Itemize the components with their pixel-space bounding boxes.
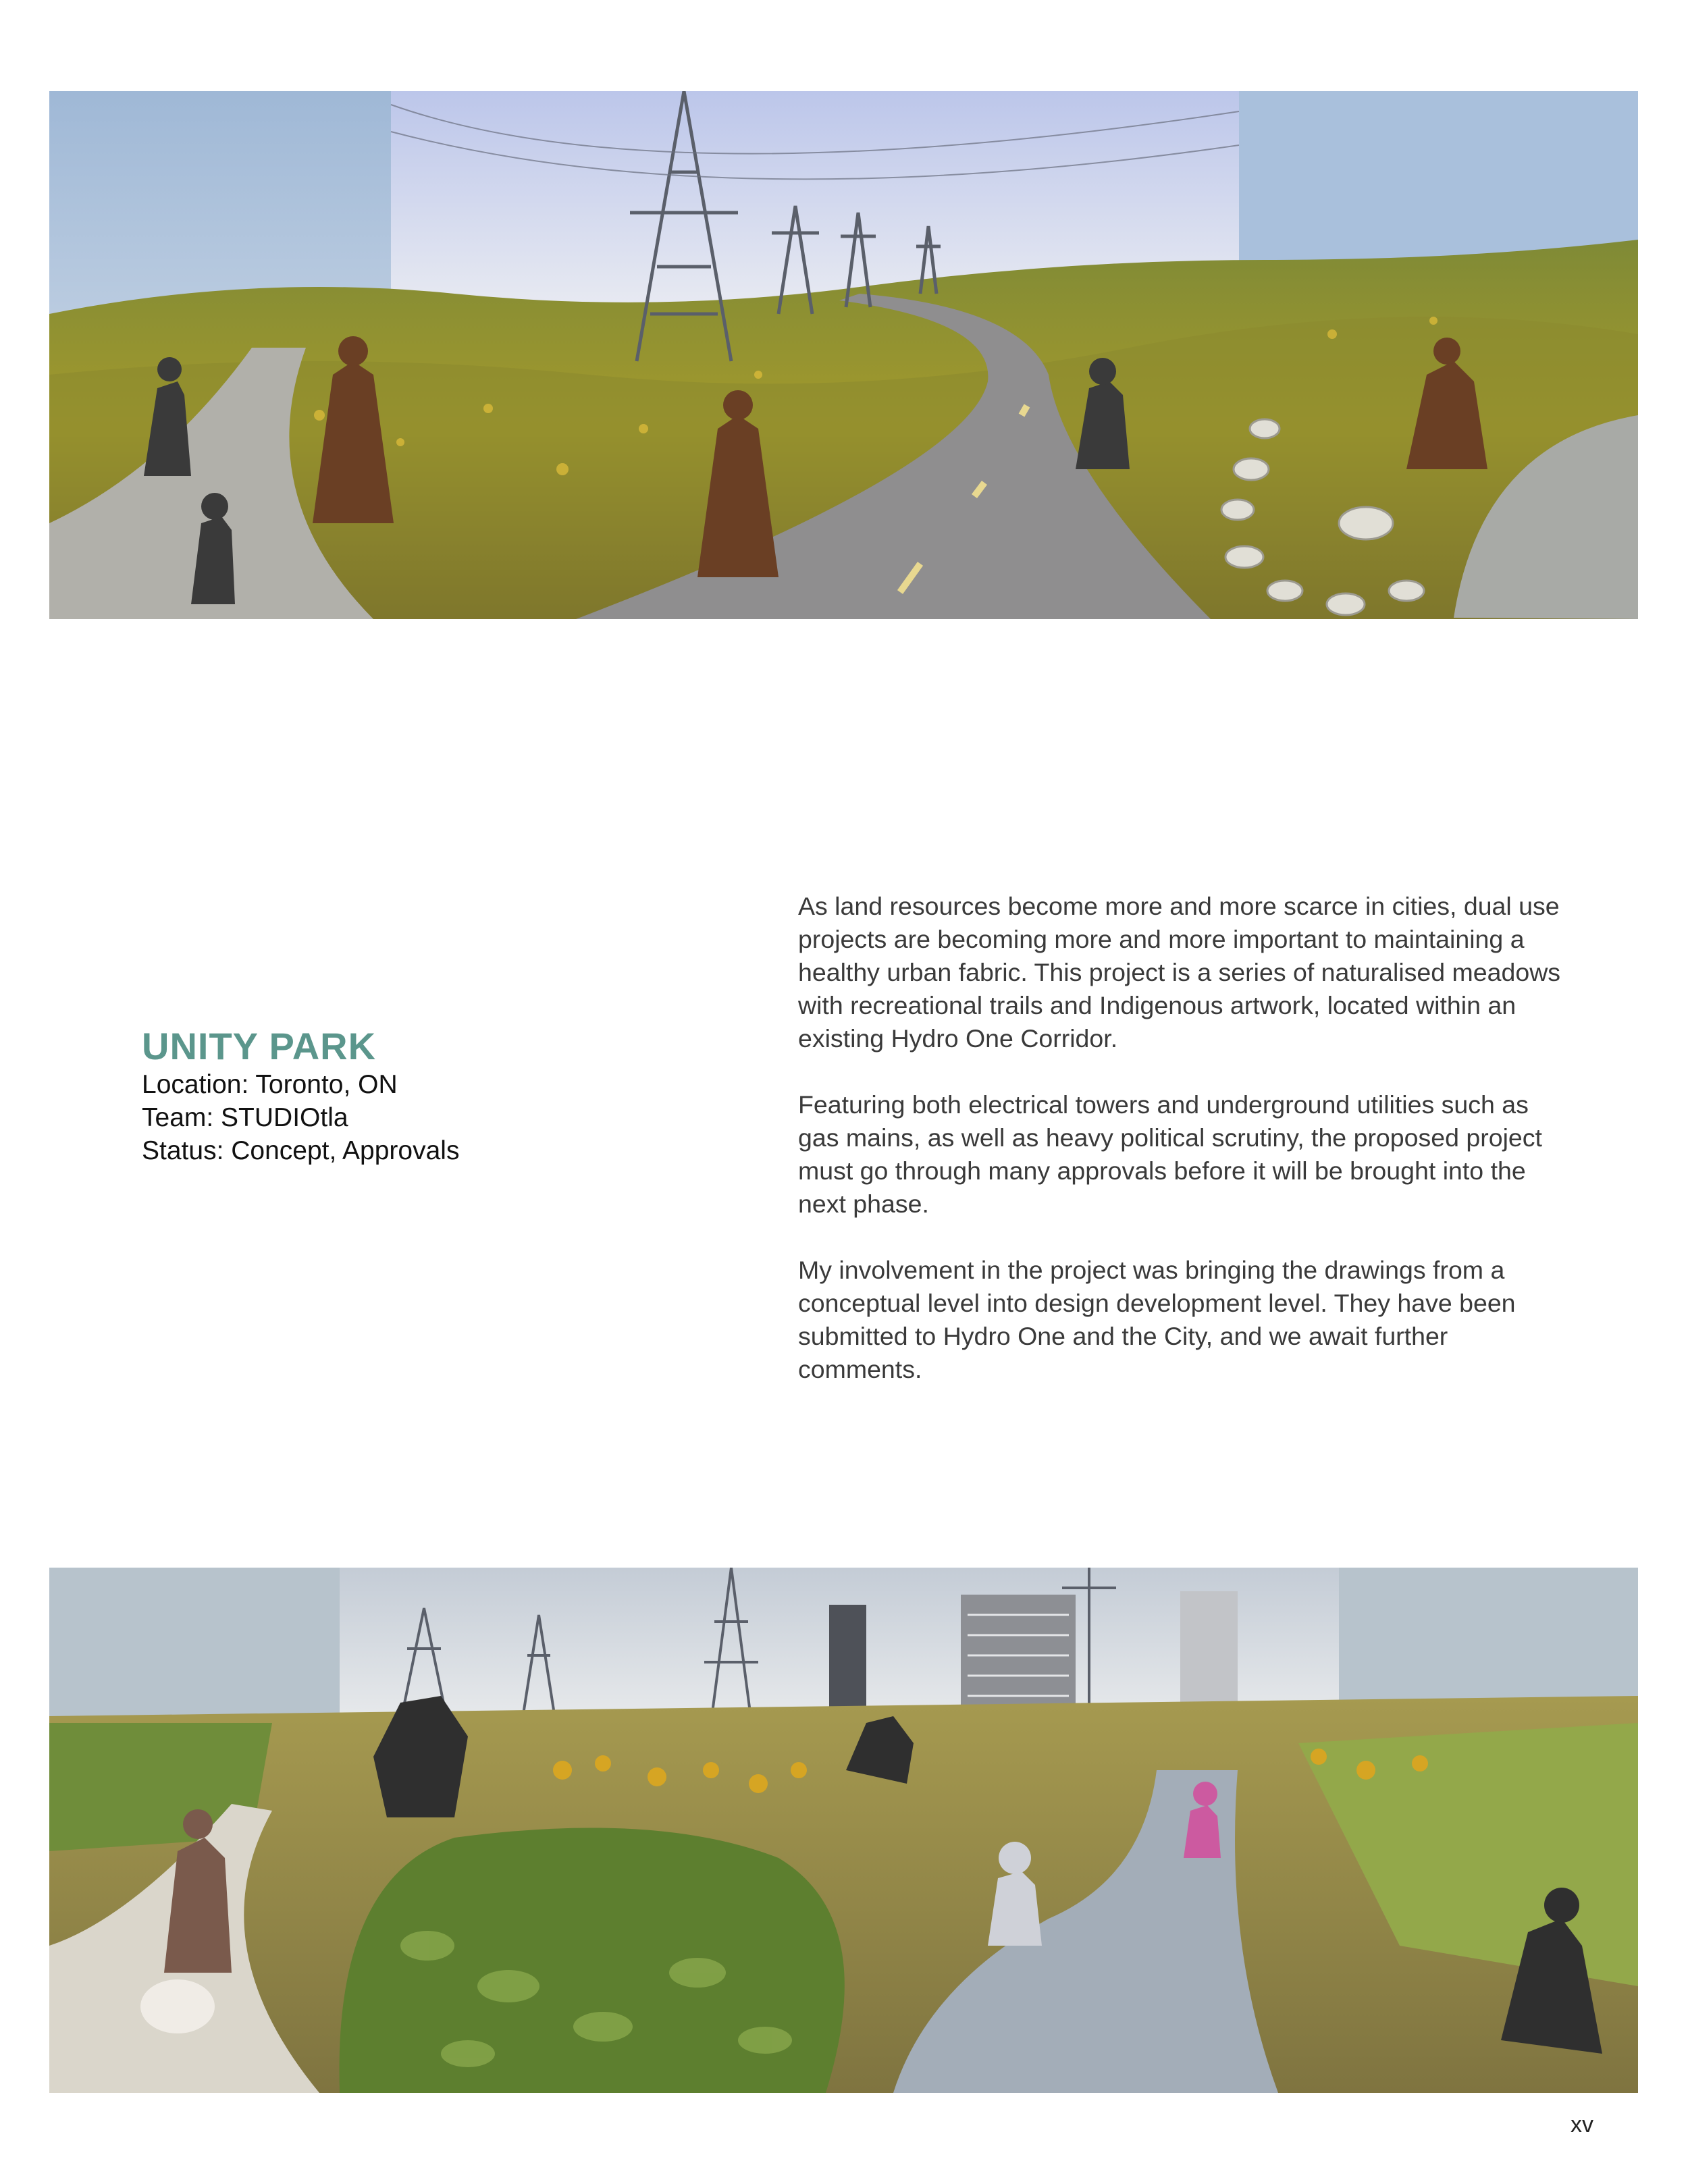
meadow-trail-illustration bbox=[49, 91, 1638, 619]
garden-fields-illustration bbox=[49, 1568, 1638, 2093]
page-number: xv bbox=[1571, 2112, 1593, 2137]
project-title: UNITY PARK bbox=[142, 1025, 377, 1067]
description-paragraph-3: My involvement in the project was bringing the drawings from a conceptual level into design development level. They have been submitted to Hydro One and the City, and we await further comments. bbox=[798, 1256, 1516, 1383]
description-paragraph-2: Featuring both electrical towers and underground utilities such as gas mains, as well as heavy political scrutiny, the proposed project must go through many approvals before it will be brought into the next phase. bbox=[798, 1090, 1542, 1218]
project-description bbox=[798, 890, 1575, 1419]
project-info bbox=[142, 1025, 695, 1167]
bottom-panorama-image bbox=[49, 1568, 1638, 2093]
top-panorama-image bbox=[49, 91, 1638, 619]
project-location: Location: Toronto, ON bbox=[142, 1070, 398, 1099]
project-team: Team: STUDIOtla bbox=[142, 1103, 348, 1132]
project-status: Status: Concept, Approvals bbox=[142, 1136, 460, 1165]
description-paragraph-1: As land resources become more and more scarce in cities, dual use projects are becoming more and more important to maintaining a healthy urban fabric. This project is a series of naturalised meadows with recreational trails and Indigenous artwork, located within an existing Hydro One Corridor. bbox=[798, 892, 1561, 1053]
